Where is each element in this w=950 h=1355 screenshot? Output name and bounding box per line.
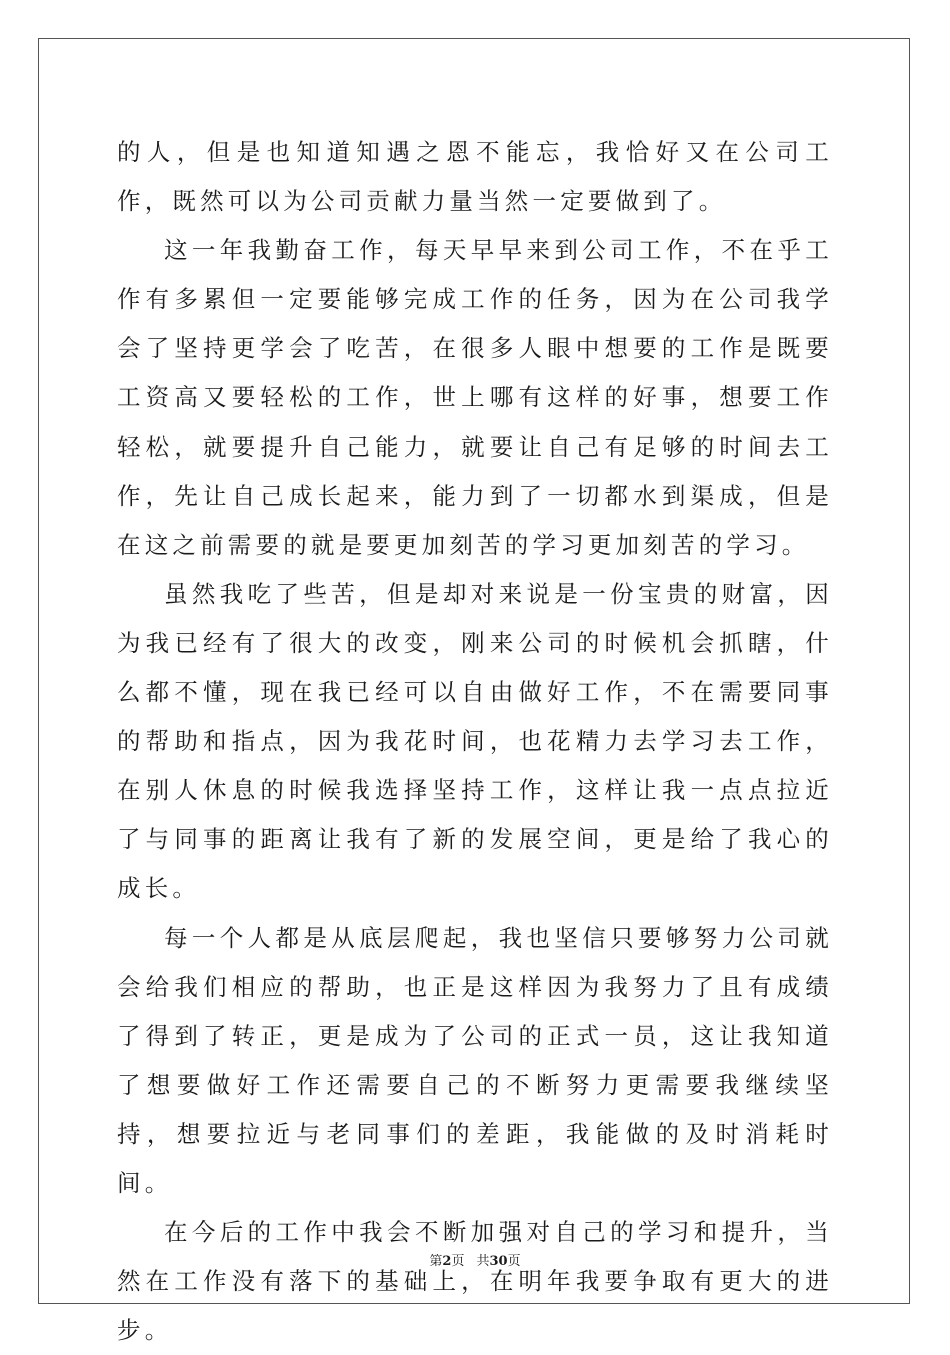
paragraph: 在今后的工作中我会不断加强对自己的学习和提升，当然在工作没有落下的基础上，在明年我要争取有更大的进步。	[117, 1218, 833, 1345]
total-pages-label: 共30页	[476, 1254, 521, 1269]
total-page-count: 30	[489, 1254, 508, 1269]
paragraph: 这一年我勤奋工作，每天早早来到公司工作，不在乎工作有多累但一定要能够完成工作的任务，因为在公司我学会了坚持更学会了吃苦，在很多人眼中想要的工作是既要工资高又要轻松的工作，世上哪有这样的好事，想要工作轻松，就要提升自己能力，就要让自己有足够的时间去工作，先让自己成长起来，能力到了一切都水到渠成，但是在这之前需要的就是要更加刻苦的学习更加刻苦的学习。	[117, 236, 833, 559]
paragraph: 每一个人都是从底层爬起，我也坚信只要够努力公司就会给我们相应的帮助，也正是这样因为我努力了且有成绩了得到了转正，更是成为了公司的正式一员，这让我知道了想要做好工作还需要自己的不断努力更需要我继续坚持，想要拉近与老同事们的差距，我能做的及时消耗时间。	[117, 923, 833, 1197]
page-number-label: 第2页	[429, 1254, 465, 1269]
paragraph-continuation: 的人，但是也知道知遇之恩不能忘，我恰好又在公司工作，既然可以为公司贡献力量当然一定要做到了。	[117, 138, 833, 216]
page-footer	[0, 1250, 950, 1269]
paragraph: 虽然我吃了些苦，但是却对来说是一份宝贵的财富，因为我已经有了很大的改变，刚来公司的时候机会抓瞎，什么都不懂，现在我已经可以自由做好工作，不在需要同事的帮助和指点，因为我花时间，也花精力去学习去工作，在别人休息的时候我选择坚持工作，这样让我一点点拉近了与同事的距离让我有了新的发展空间，更是给了我心的成长。	[117, 579, 833, 903]
document-body	[117, 128, 833, 1355]
current-page-number: 2	[442, 1254, 452, 1269]
